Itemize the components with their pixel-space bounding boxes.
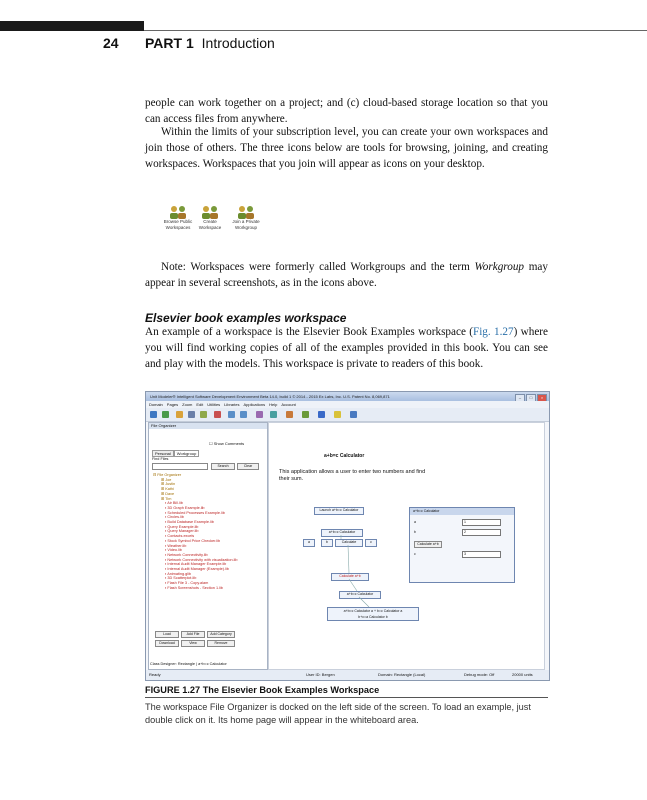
add-category-button[interactable]: Add Category bbox=[207, 631, 235, 638]
remove-button[interactable]: Remove bbox=[207, 640, 235, 647]
tab-workgroup[interactable]: Workgroup bbox=[174, 450, 200, 457]
users-icon bbox=[235, 205, 257, 219]
paragraph-1: people can work together on a project; and (c) cloud-based storage location so that you can access files from anywhere. bbox=[145, 97, 548, 125]
node-calculate-ab[interactable]: Calculate a+b bbox=[331, 573, 369, 581]
node-calculator[interactable]: a+b=c Calculator bbox=[321, 529, 363, 537]
page-number: 24 bbox=[103, 35, 119, 51]
tree-file[interactable]: ▪ 3D Scatterplot.lib bbox=[165, 576, 197, 581]
forward-icon[interactable] bbox=[162, 411, 169, 418]
add-file-button[interactable]: Add File bbox=[181, 631, 205, 638]
tree-file[interactable]: ▪ Build Database Example.lib bbox=[165, 520, 214, 525]
create-workspace-tool[interactable] bbox=[192, 205, 228, 231]
status-ready: Ready bbox=[149, 672, 161, 677]
users-icon[interactable] bbox=[302, 411, 309, 418]
note-term: Workgroup bbox=[474, 261, 525, 273]
node-c[interactable]: c bbox=[365, 539, 377, 547]
minimize-icon[interactable]: – bbox=[515, 394, 525, 402]
launch-calculator-button[interactable]: Launch a+b=c Calculator bbox=[314, 507, 364, 515]
tree-file[interactable]: ▪ Network Connectivity with visualization.lib bbox=[165, 557, 238, 562]
canvas-description: This application allows a user to enter two numbers and find their sum. bbox=[279, 469, 426, 482]
icon-label: Browse Public Workspaces bbox=[163, 219, 193, 230]
menu-account[interactable]: Account bbox=[281, 402, 296, 407]
figure-title: FIGURE 1.27 The Elsevier Book Examples Workspace bbox=[145, 685, 380, 695]
tree-file[interactable]: ▪ Air Bill.lib bbox=[165, 501, 183, 506]
node-pair-line-2: b+c=a Calculator b bbox=[358, 615, 388, 619]
open-icon[interactable] bbox=[176, 411, 183, 418]
tree-file[interactable]: ▪ Contacts.excels bbox=[165, 534, 195, 539]
part-label: PART 1 bbox=[145, 35, 194, 51]
file-tree bbox=[153, 473, 261, 591]
search-button[interactable]: Search bbox=[211, 463, 235, 470]
menu-utilities[interactable]: Utilities bbox=[207, 402, 221, 407]
tree-file[interactable]: ▪ Stock Symbol Price Checker.lib bbox=[165, 538, 221, 543]
toolbar bbox=[146, 408, 549, 422]
paragraph-4 bbox=[145, 324, 548, 372]
tree-file[interactable]: ▪ Network Connectivity.lib bbox=[165, 552, 208, 557]
icon-label: Create Workspace bbox=[198, 219, 222, 230]
load-button[interactable]: Load bbox=[155, 631, 179, 638]
node-pair-line-1: a+b=c Calculator a + b=c Calculator a bbox=[343, 609, 403, 613]
format-icon[interactable] bbox=[256, 411, 263, 418]
settings-icon[interactable] bbox=[350, 411, 357, 418]
chart-icon[interactable] bbox=[286, 411, 293, 418]
tree-folder[interactable]: ⊞ Dave bbox=[161, 491, 175, 496]
figure-screenshot bbox=[145, 391, 550, 681]
delete-icon[interactable] bbox=[214, 411, 221, 418]
browse-workspaces-tool[interactable] bbox=[160, 205, 196, 231]
save-icon[interactable] bbox=[188, 411, 195, 418]
tree-file[interactable]: ▪ Animating.glib bbox=[165, 571, 192, 576]
figure-caption: The workspace File Organizer is docked on the left side of the screen. To load an example, just double click on it. Its home page will appear in the whiteboard area. bbox=[145, 702, 531, 725]
tree-folder[interactable]: ⊞ Kathi bbox=[161, 487, 174, 492]
field-c-output: 3 bbox=[462, 551, 501, 558]
panel-tabs bbox=[152, 450, 199, 457]
tree-file[interactable]: ▪ Weather.lib bbox=[165, 543, 187, 548]
menu-domain[interactable]: Domain bbox=[149, 402, 163, 407]
calculate-button[interactable]: Calculate a+b bbox=[414, 541, 442, 548]
menu-pages[interactable]: Pages bbox=[166, 402, 179, 407]
note-paragraph bbox=[145, 259, 548, 291]
tree-folder[interactable]: ⊞ Joe bbox=[161, 477, 172, 482]
calculator-window bbox=[409, 507, 515, 583]
redo-icon[interactable] bbox=[240, 411, 247, 418]
whiteboard-canvas[interactable] bbox=[268, 422, 545, 670]
window-title: Unit Modeler® Intelligent Software Development Environment Beta 14.0, build 1 © 2014 - 2015 Ex Labs, Inc. U.S. Patent No. 8,069,871 bbox=[150, 394, 390, 399]
menu-zoom[interactable]: Zoom bbox=[182, 402, 193, 407]
tree-file[interactable]: ▪ Video.lib bbox=[165, 548, 182, 553]
tree-file[interactable]: ▪ Query Manager.lib bbox=[165, 529, 199, 534]
status-debug: Debug mode: Off bbox=[464, 672, 495, 677]
note-text-end: may appear in several screenshots, as in the icons above. bbox=[145, 261, 548, 289]
part-title: Introduction bbox=[201, 35, 275, 51]
menubar bbox=[146, 401, 549, 408]
window-titlebar bbox=[146, 392, 549, 401]
file-organizer-panel bbox=[148, 422, 268, 670]
breadcrumb-item[interactable]: Class Designer: Rectangle bbox=[150, 662, 195, 666]
workspace-icons bbox=[160, 205, 270, 237]
calculator-window-title: a+b=c Calculator bbox=[410, 508, 514, 515]
node-a[interactable]: a bbox=[303, 539, 315, 547]
clear-button[interactable]: Clear bbox=[237, 463, 259, 470]
caption-rule bbox=[145, 697, 548, 698]
field-label-a: a bbox=[414, 520, 416, 524]
node-calculator-2[interactable]: a+b=c Calculator bbox=[339, 591, 381, 599]
breadcrumb: Class Designer: Rectangle | a+b=c Calculator bbox=[150, 662, 227, 666]
zoom-icon[interactable] bbox=[270, 411, 277, 418]
maximize-icon[interactable]: □ bbox=[526, 394, 536, 402]
tree-file[interactable]: ▪ 3D Graph Example.lib bbox=[165, 505, 205, 510]
figure-link[interactable]: Fig. 1.27 bbox=[472, 326, 514, 338]
tab-personal[interactable]: Personal bbox=[152, 450, 174, 457]
menu-libraries[interactable]: Libraries bbox=[224, 402, 240, 407]
tree-file[interactable]: ▪ Scheduled Processes Example.lib bbox=[165, 510, 225, 515]
find-files-label: Find Files bbox=[152, 457, 169, 461]
grid-icon[interactable] bbox=[318, 411, 325, 418]
menu-help[interactable]: Help bbox=[269, 402, 278, 407]
header-bar bbox=[0, 21, 144, 31]
download-button[interactable]: Download bbox=[155, 640, 179, 647]
tree-file[interactable]: ▪ Flash File 3 - Copy.alam bbox=[165, 581, 209, 586]
menu-edit[interactable]: Edit bbox=[196, 402, 204, 407]
field-label-c: c bbox=[414, 552, 416, 556]
show-comments[interactable]: ☐ Show Comments bbox=[209, 441, 245, 446]
node-b[interactable]: b bbox=[321, 539, 333, 547]
close-icon[interactable]: × bbox=[537, 394, 547, 402]
field-a-input[interactable]: 1 bbox=[462, 519, 501, 526]
breadcrumb-item[interactable]: a+b=c Calculator bbox=[198, 662, 227, 666]
back-icon[interactable] bbox=[150, 411, 157, 418]
tree-file[interactable]: ▪ Query Example.lib bbox=[165, 524, 199, 529]
join-workgroup-tool[interactable] bbox=[228, 205, 264, 231]
tree-file[interactable]: ▪ Internal Audit Manager Example.lib bbox=[165, 562, 227, 567]
running-header bbox=[145, 35, 275, 51]
help-icon[interactable] bbox=[334, 411, 341, 418]
status-units: 20000 units bbox=[512, 672, 533, 677]
tree-root[interactable]: ⊟ File Organizer bbox=[153, 473, 182, 477]
tree-folder[interactable]: ⊞ Justin bbox=[161, 482, 176, 487]
new-icon[interactable] bbox=[200, 411, 207, 418]
section-title: Elsevier book examples workspace bbox=[145, 311, 347, 325]
status-user: User ID: Bergen bbox=[306, 672, 335, 677]
p4-start: An example of a workspace is the Elsevier Book Examples workspace ( bbox=[145, 326, 473, 338]
users-icon bbox=[167, 205, 189, 219]
tree-file[interactable]: ▪ Internal Audit Manager (Example).lib bbox=[165, 567, 229, 572]
statusbar bbox=[146, 670, 549, 680]
header-rule bbox=[144, 30, 647, 31]
field-label-b: b bbox=[414, 530, 416, 534]
tree-file[interactable]: ▪ Circles.lib bbox=[165, 515, 184, 520]
tree-file[interactable]: ▪ Flash Screenshots - Section 1.lib bbox=[165, 585, 223, 590]
show-comments-label: Show Comments bbox=[213, 441, 245, 446]
status-domain: Domain: Rectangle (Local) bbox=[378, 672, 426, 677]
node-calculate[interactable]: Calculate bbox=[335, 539, 363, 547]
menu-applications[interactable]: Applications bbox=[243, 402, 266, 407]
view-button[interactable]: View bbox=[181, 640, 205, 647]
undo-icon[interactable] bbox=[228, 411, 235, 418]
paragraph-2: Within the limits of your subscription level, you can create your own workspaces and join those of others. The three icons below are tools for browsing, joining, and creating workspaces. Workspaces that you join will appear as icons on your desktop. bbox=[145, 126, 548, 170]
users-icon bbox=[199, 205, 221, 219]
panel-title: File Organizer bbox=[149, 423, 267, 429]
p4-end: ) where you will find working copies of all of the examples provided in this book. You can see and play with the models. This workspace is private to readers of this book. bbox=[145, 326, 548, 370]
field-b-input[interactable]: 2 bbox=[462, 529, 501, 536]
canvas-title: a+b=c Calculator bbox=[324, 453, 365, 459]
tree-folder[interactable]: ⊞ Tim bbox=[161, 496, 172, 501]
note-text: Note: Workspaces were formerly called Workgroups and the term bbox=[161, 261, 470, 273]
find-files-input[interactable] bbox=[152, 463, 208, 470]
icon-label: Join a Private Workgroup bbox=[232, 219, 260, 230]
